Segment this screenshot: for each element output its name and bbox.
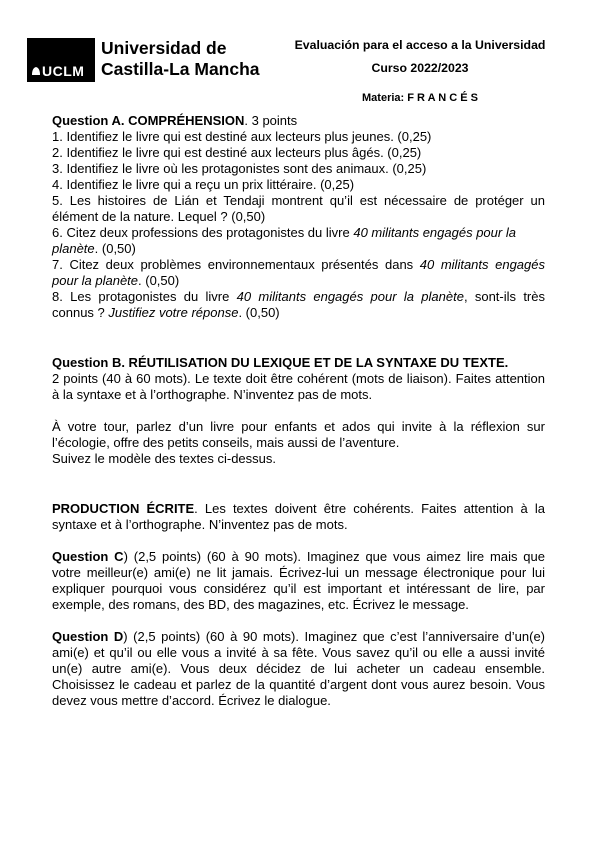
university-line-1: Universidad de	[101, 38, 227, 58]
item-8-points: . (0,50)	[238, 305, 280, 320]
production-text: . Les textes doivent être cohérents. Faites attention à la syntaxe et à l’orthographe. N’inventez pas de mots.	[52, 501, 545, 532]
subject-label: Materia:	[362, 92, 405, 104]
spacer	[52, 321, 545, 355]
question-a-item-2: 2. Identifiez le livre qui est destiné aux lecteurs plus âgés. (0,25)	[52, 145, 422, 160]
uclm-logo	[27, 38, 95, 82]
question-a-item-1: 1. Identifiez le livre qui est destiné aux lecteurs plus jeunes. (0,25)	[52, 129, 432, 144]
subject-line	[268, 92, 572, 104]
question-c-title: Question C	[52, 549, 124, 564]
spacer	[52, 613, 545, 629]
item-8-text: 8. Les protagonistes du livre	[52, 289, 237, 304]
item-7-points: . (0,50)	[138, 273, 180, 288]
logo-text: UCLM	[42, 63, 85, 79]
question-b-title: Question B. RÉUTILISATION DU LEXIQUE ET DE LA SYNTAXE DU TEXTE	[52, 355, 505, 370]
question-a-item-7	[52, 257, 545, 289]
question-a-item-5: 5. Les histoires de Lián et Tendaji montrent qu’il est nécessaire de protéger un élément de la nature. Lequel ? (0,50)	[52, 193, 545, 224]
subject-name: F R A N C É S	[407, 92, 478, 104]
exam-content	[52, 113, 545, 709]
question-a-item-6	[52, 225, 545, 257]
question-a-item-4: 4. Identifiez le livre qui a reçu un prix littéraire. (0,25)	[52, 177, 355, 192]
item-6-points: . (0,50)	[94, 241, 136, 256]
spacer	[52, 533, 545, 549]
question-a-title: Question A. COMPRÉHENSION	[52, 113, 245, 128]
question-a-item-3: 3. Identifiez le livre où les protagonistes sont des animaux. (0,25)	[52, 161, 427, 176]
item-6-book-title: 40 militants engagés pour la planète	[52, 225, 516, 256]
production-heading	[52, 501, 545, 533]
item-8-justify: Justifiez votre réponse	[108, 305, 239, 320]
question-b-model: Suivez le modèle des textes ci-dessus.	[52, 451, 276, 466]
exam-course: Curso 2022/2023	[371, 61, 469, 75]
spacer	[52, 467, 545, 501]
item-7-book-title: 40 militants engagés pour la planète	[52, 257, 545, 288]
question-a-item-8	[52, 289, 545, 321]
uclm-emblem-icon	[31, 66, 41, 76]
question-d-title: Question D	[52, 629, 124, 644]
item-7-text: 7. Citez deux problèmes environnementaux présentés dans	[52, 257, 420, 272]
exam-title: Evaluación para el acceso a la Universidad	[294, 38, 546, 52]
question-b-heading	[52, 355, 545, 371]
spacer	[52, 403, 545, 419]
question-c-text: ) (2,5 points) (60 à 90 mots). Imaginez que vous aimez lire mais que votre meilleur(e) ami(e) ne lit jamais. Écrivez-lui un message électronique pour lui expliquer pourquoi vous considérez qu’il est important et intéressant de lire, par exemple, des romans, des BD, des magazines, etc. Écrivez le message.	[52, 549, 545, 612]
question-a-heading	[52, 113, 545, 129]
question-b-title-end: .	[504, 355, 509, 370]
university-line-2: Castilla-La Mancha	[101, 59, 260, 79]
question-b-task: À votre tour, parlez d’un livre pour enfants et ados qui invite à la réflexion sur l’écologie, offre des petits conseils, mais aussi de l’aventure.	[52, 419, 545, 450]
item-6-text: 6. Citez deux professions des protagonistes du livre	[52, 225, 354, 240]
item-8-question: , sont-ils très connus ?	[52, 289, 545, 320]
question-d	[52, 629, 545, 709]
question-a-points: . 3 points	[244, 113, 298, 128]
production-title: PRODUCTION ÉCRITE	[52, 501, 195, 516]
question-c	[52, 549, 545, 613]
question-d-text: ) (2,5 points) (60 à 90 mots). Imaginez que c’est l’anniversaire d’un(e) ami(e) et qu’il ou elle vous a invité à sa fête. Vous savez qu’il ou elle a aussi invité un(e) autre ami(e). Vous deux décidez de lui acheter un cadeau ensemble. Choisissez le cadeau et parlez de la quantité d’argent dont vous aurez besoin. Vous devez vous mettre d’accord. Écrivez le dialogue.	[52, 629, 546, 708]
question-b-instructions: 2 points (40 à 60 mots). Le texte doit être cohérent (mots de liaison). Faites attention à la syntaxe et à l’orthographe. N’inventez pas de mots.	[52, 371, 545, 402]
item-8-book-title: 40 militants engagés pour la planète	[236, 289, 464, 304]
university-name	[101, 38, 260, 80]
